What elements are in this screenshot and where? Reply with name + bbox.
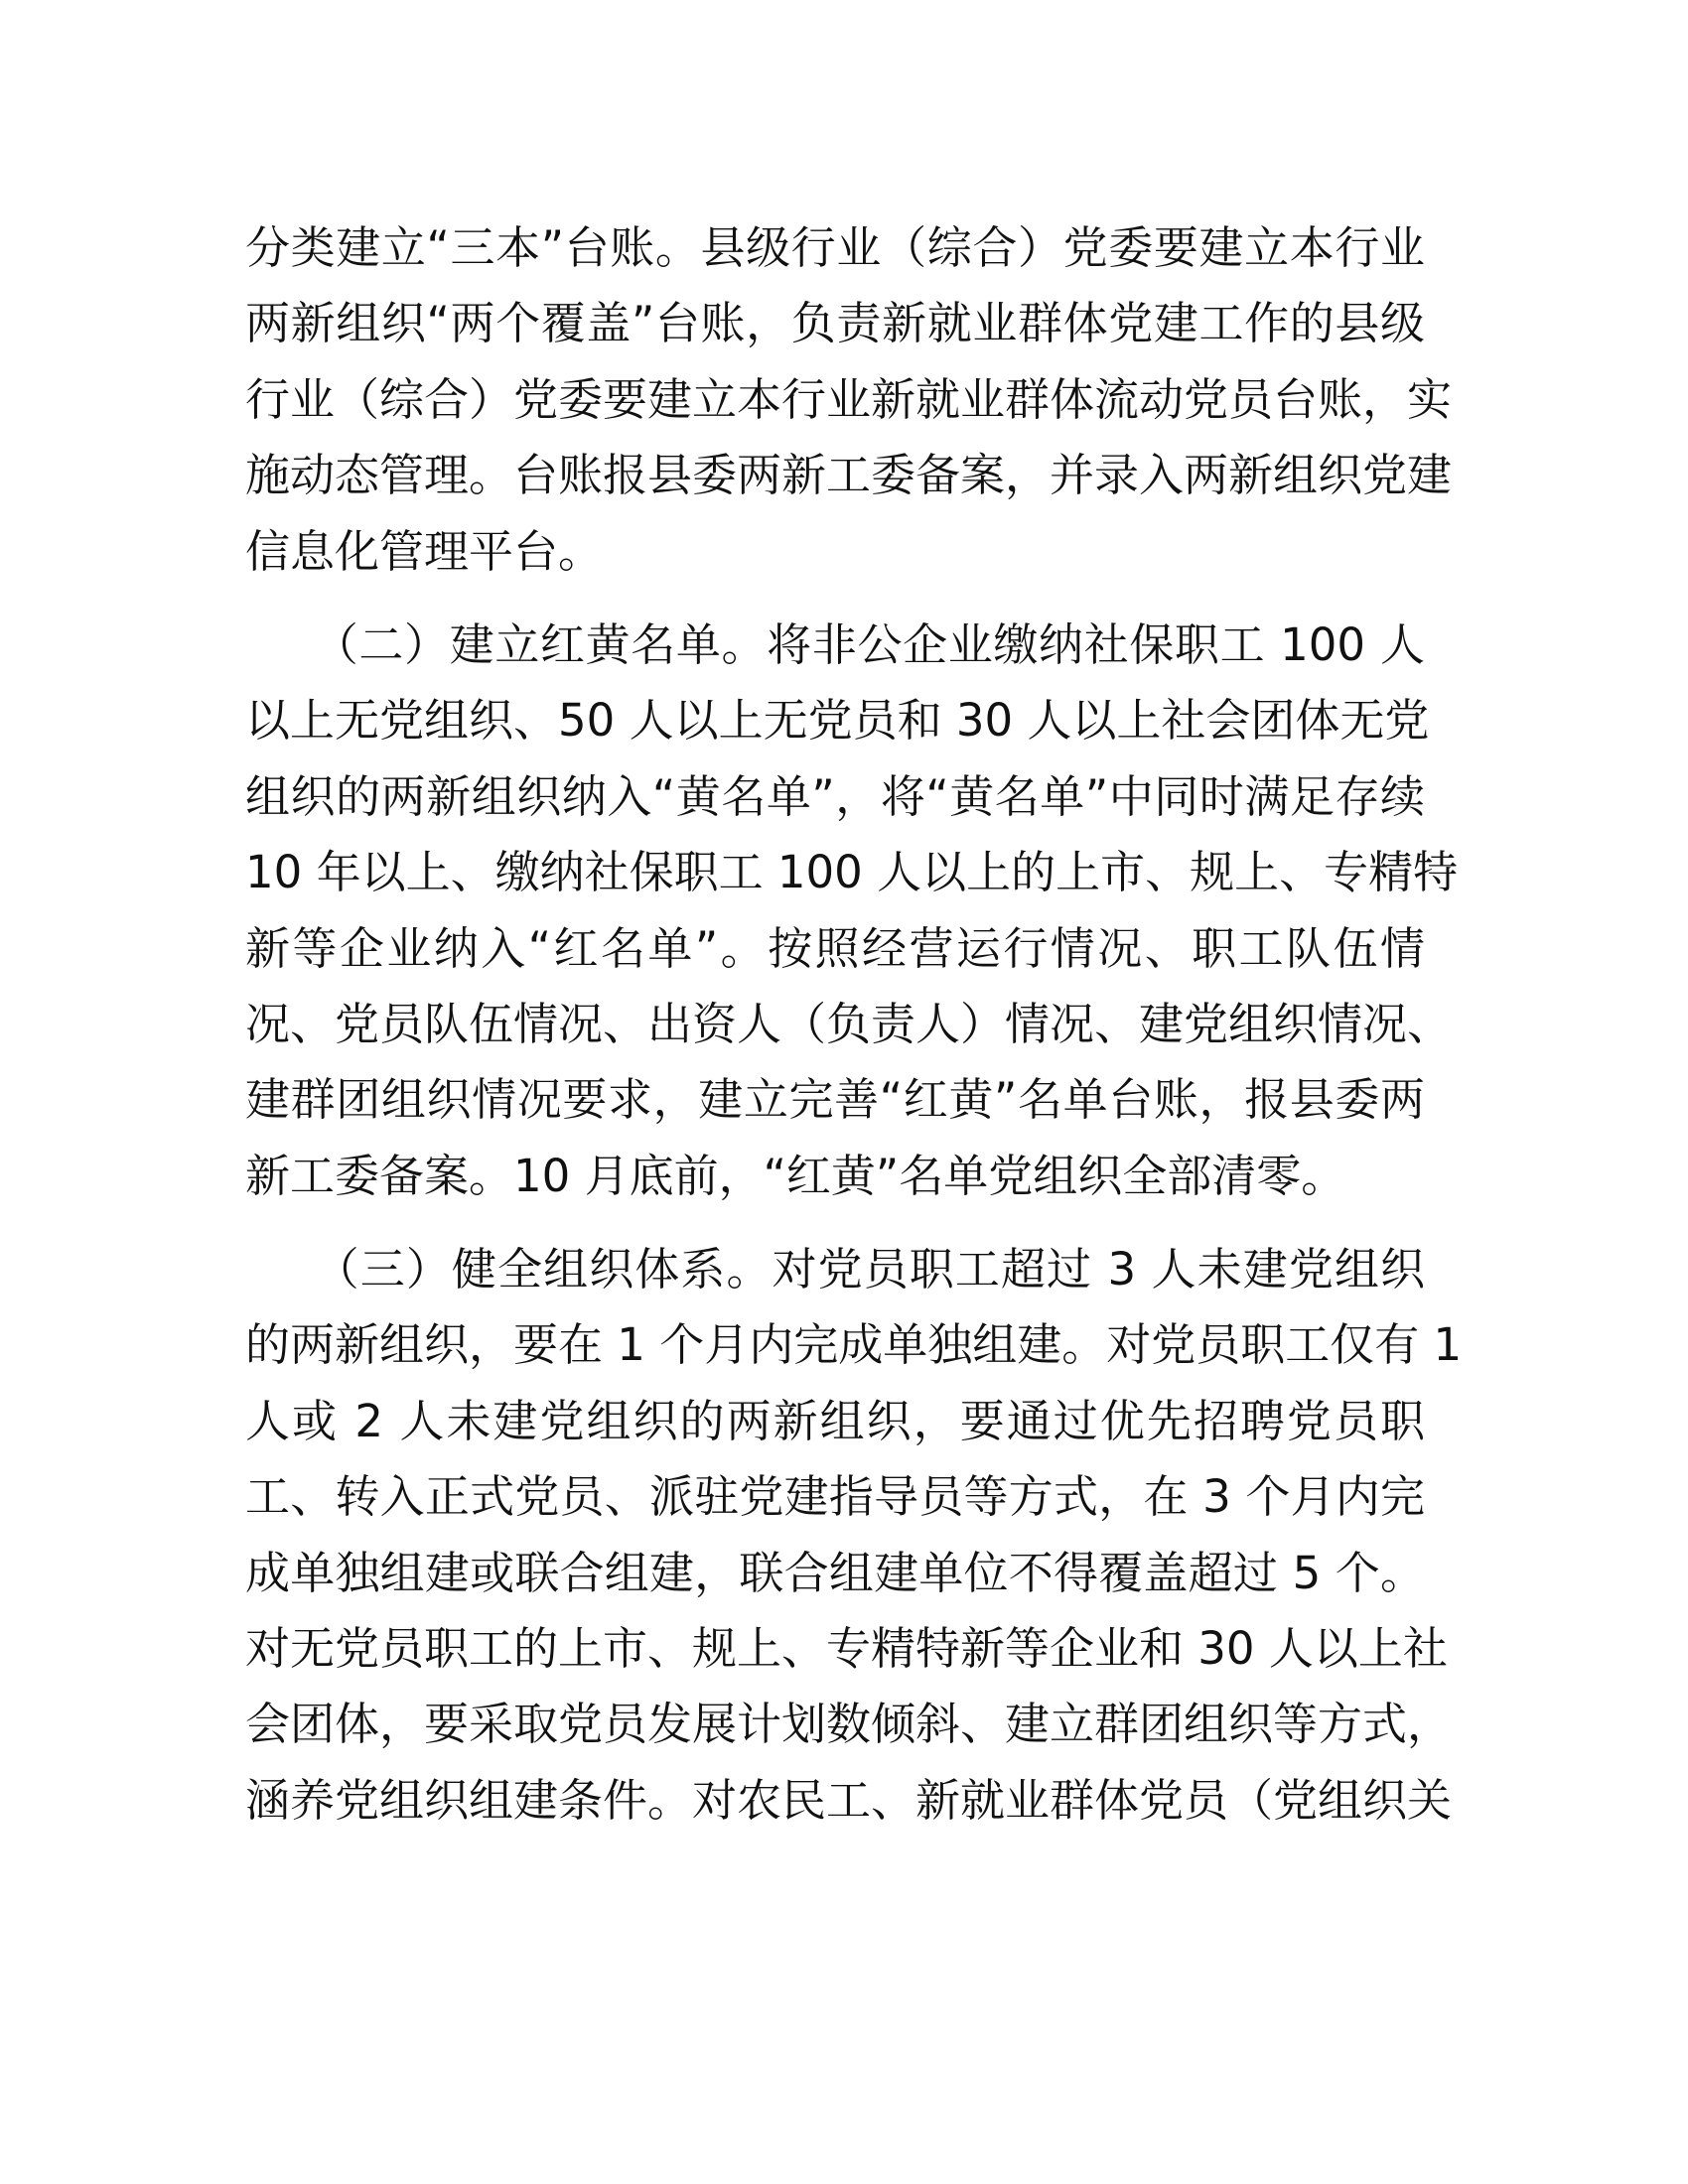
text-line: 工、转入正式党员、派驻党建指导员等方式，在 3 个月内完 xyxy=(245,1470,1425,1524)
text-line: 以上无党组织、50 人以上无党员和 30 人以上社会团体无党 xyxy=(245,694,1430,748)
text-line: （二）建立红黄名单。将非公企业缴纳社保职工 100 人 xyxy=(245,617,1425,671)
text-line: 涵养党组织组建条件。对农民工、新就业群体党员（党组织关 xyxy=(245,1773,1453,1827)
text-line: 对无党员职工的上市、规上、专精特新等企业和 30 人以上社 xyxy=(245,1622,1448,1676)
text-line: 况、党员队伍情况、出资人（负责人）情况、建党组织情况、 xyxy=(245,997,1453,1050)
text-line: 10 年以上、缴纳社保职工 100 人以上的上市、规上、专精特 xyxy=(245,846,1459,899)
paragraph-red-yellow-list xyxy=(245,608,1459,1214)
text-line: 成单独组建或联合组建，联合组建单位不得覆盖超过 5 个。 xyxy=(245,1546,1425,1599)
text-line: 人或 2 人未建党组织的两新组织，要通过优先招聘党员职 xyxy=(245,1394,1425,1447)
paragraph-ledger xyxy=(245,210,1453,590)
text-line: 会团体，要采取党员发展计划数倾斜、建立群团组织等方式， xyxy=(245,1698,1453,1751)
paragraph-organization-system xyxy=(245,1232,1463,1839)
text-line: 两新组织“两个覆盖”台账，负责新就业群体党建工作的县级 xyxy=(245,297,1425,350)
text-line: （三）健全组织体系。对党员职工超过 3 人未建党组织 xyxy=(245,1243,1425,1297)
text-line: 信息化管理平台。 xyxy=(245,524,604,578)
text-line: 新工委备案。10 月底前，“红黄”名单党组织全部清零。 xyxy=(245,1149,1346,1202)
text-line: 组织的两新组织纳入“黄名单”，将“黄名单”中同时满足存续 xyxy=(245,769,1425,823)
text-line: 的两新组织，要在 1 个月内完成单独组建。对党员职工仅有 1 xyxy=(245,1318,1463,1372)
text-line: 行业（综合）党委要建立本行业新就业群体流动党员台账，实 xyxy=(245,372,1453,426)
text-line: 建群团组织情况要求，建立完善“红黄”名单台账，报县委两 xyxy=(245,1073,1425,1127)
document-page xyxy=(245,210,1463,1856)
text-line: 新等企业纳入“红名单”。按照经营运行情况、职工队伍情 xyxy=(245,921,1425,975)
text-line: 施动态管理。台账报县委两新工委备案，并录入两新组织党建 xyxy=(245,449,1453,502)
text-line: 分类建立“三本”台账。县级行业（综合）党委要建立本行业 xyxy=(245,221,1425,274)
